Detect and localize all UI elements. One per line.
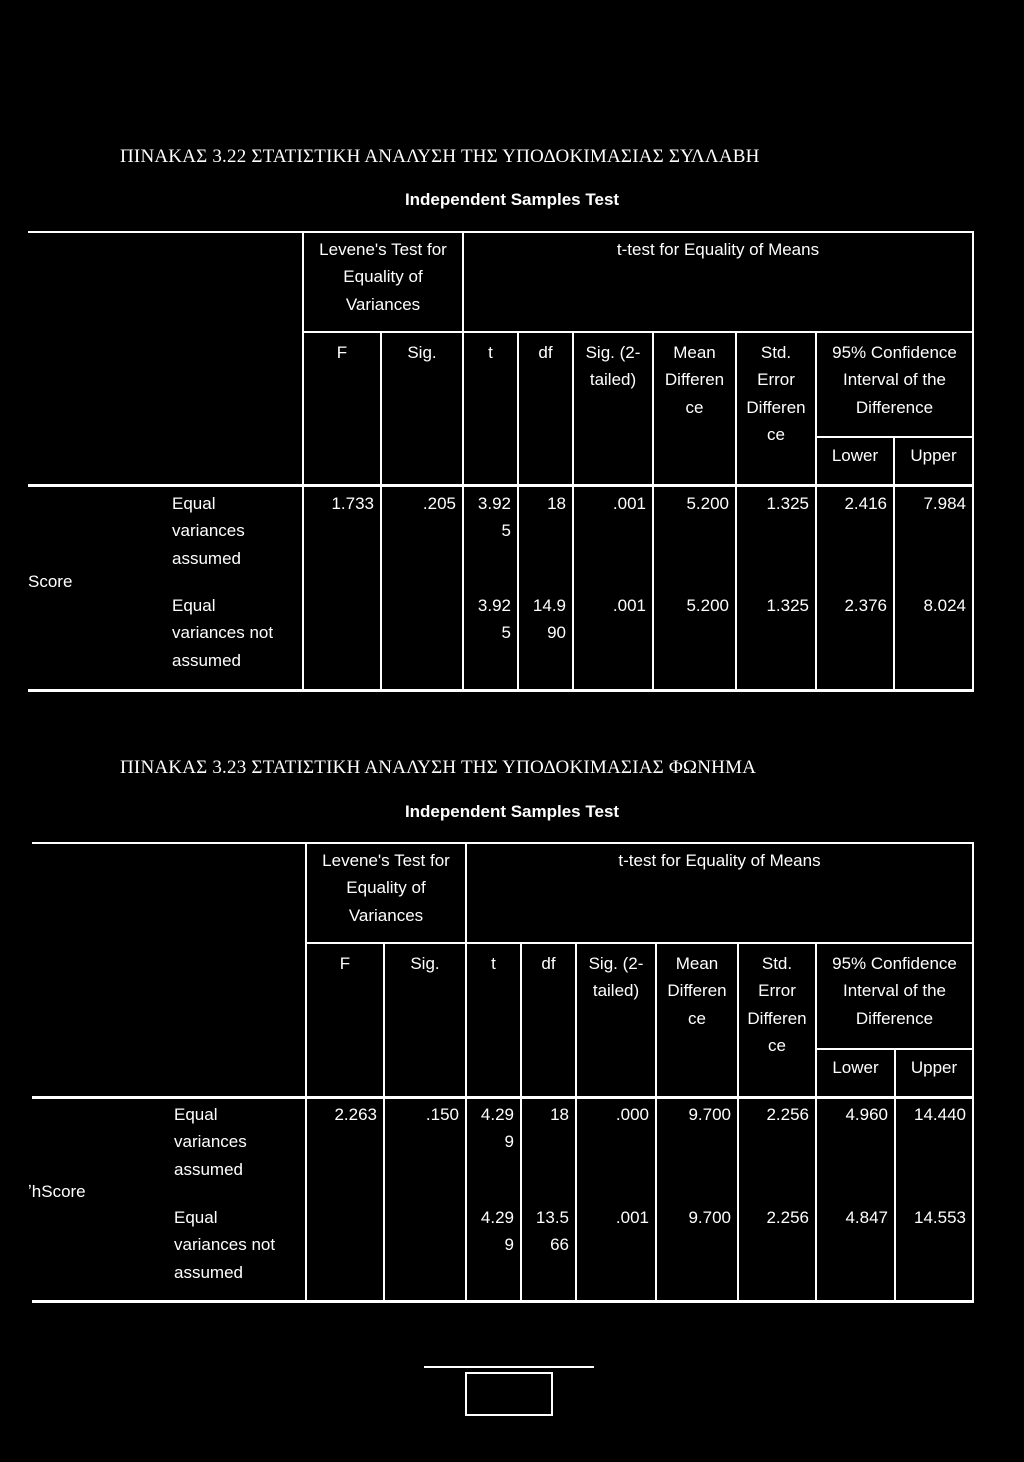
ttest-header: t-test for Equality of Means <box>618 851 821 870</box>
row-label: Equal variances not assumed <box>174 1208 276 1282</box>
table-subtitle: Independent Samples Test <box>404 190 620 209</box>
table-caption: ΠΙΝΑΚΑΣ 3.23 ΣΤΑΤΙΣΤΙΚΗ ΑΝΑΛΥΣΗ ΤΗΣ ΥΠΟΔΟΚΙΜΑΣΙΑΣ ΦΩΝΗΜΑ <box>120 757 757 778</box>
row-label: Equal variances assumed <box>172 494 245 568</box>
cell-sig2: .001 <box>612 596 646 615</box>
cell-df: 18 <box>550 1105 569 1124</box>
cell-mean-diff: 9.700 <box>688 1105 731 1124</box>
page-number-box <box>465 1372 553 1416</box>
cell-std-err: 2.256 <box>766 1105 809 1124</box>
cell-df: 14.9 90 <box>532 596 566 643</box>
col-header-lower: Lower <box>831 446 879 465</box>
table-subtitle: Independent Samples Test <box>404 802 620 821</box>
cell-lower: 4.960 <box>845 1105 888 1124</box>
cell-mean-diff: 5.200 <box>686 494 729 513</box>
col-header-ci: 95% Confidence Interval of the Difference <box>832 954 957 1028</box>
cell-upper: 8.024 <box>923 596 966 615</box>
col-header-mean-diff: Mean Differen ce <box>667 954 727 1028</box>
cell-std-err: 1.325 <box>766 596 809 615</box>
levene-header: Levene's Test for Equality of Variances <box>319 240 447 314</box>
col-header-upper: Upper <box>910 446 957 465</box>
row-label: Equal variances assumed <box>174 1105 247 1179</box>
cell-df: 18 <box>547 494 566 513</box>
cell-upper: 14.553 <box>914 1208 966 1227</box>
cell-std-err: 1.325 <box>766 494 809 513</box>
col-header-upper: Upper <box>910 1058 958 1077</box>
cell-sig2: .000 <box>615 1105 649 1124</box>
cell-mean-diff: 9.700 <box>688 1208 731 1227</box>
col-header-std-err: Std. Error Differen ce <box>747 954 807 1056</box>
cell-sig: .150 <box>425 1105 459 1124</box>
cell-t: 3.92 5 <box>477 494 511 541</box>
cell-df: 13.5 66 <box>535 1208 569 1255</box>
cell-t: 4.29 9 <box>480 1105 514 1152</box>
cell-t: 3.92 5 <box>477 596 511 643</box>
cell-mean-diff: 5.200 <box>686 596 729 615</box>
cell-upper: 14.440 <box>914 1105 966 1124</box>
col-header-lower: Lower <box>832 1058 879 1077</box>
cell-f: 1.733 <box>331 494 374 513</box>
col-header-ci: 95% Confidence Interval of the Difference <box>832 343 957 417</box>
cell-lower: 2.416 <box>844 494 887 513</box>
levene-header: Levene's Test for Equality of Variances <box>322 851 450 925</box>
row-label: Equal variances not assumed <box>172 596 274 670</box>
table-caption: ΠΙΝΑΚΑΣ 3.22 ΣΤΑΤΙΣΤΙΚΗ ΑΝΑΛΥΣΗ ΤΗΣ ΥΠΟΔΟΚΙΜΑΣΙΑΣ ΣΥΛΛΑΒΗ <box>120 146 760 167</box>
cell-f: 2.263 <box>334 1105 377 1124</box>
col-header-t: t <box>491 954 496 973</box>
cell-sig2: .001 <box>615 1208 649 1227</box>
col-header-sig: Sig. <box>407 343 437 362</box>
col-header-t: t <box>488 343 493 362</box>
page-footer-line <box>424 1366 594 1368</box>
ttest-header: t-test for Equality of Means <box>616 240 820 259</box>
cell-lower: 2.376 <box>844 596 887 615</box>
cell-upper: 7.984 <box>923 494 966 513</box>
col-header-mean-diff: Mean Differen ce <box>664 343 725 417</box>
col-header-f: F <box>339 954 351 973</box>
col-header-std-err: Std. Error Differen ce <box>746 343 806 445</box>
row-group-label: ʼhScore <box>28 1182 86 1201</box>
row-group-label: Score <box>28 572 73 591</box>
cell-sig: .205 <box>422 494 456 513</box>
cell-t: 4.29 9 <box>480 1208 514 1255</box>
col-header-df: df <box>538 343 553 362</box>
col-header-f: F <box>336 343 348 362</box>
col-header-df: df <box>541 954 556 973</box>
cell-lower: 4.847 <box>845 1208 888 1227</box>
cell-std-err: 2.256 <box>766 1208 809 1227</box>
cell-sig2: .001 <box>612 494 646 513</box>
col-header-sig2: Sig. (2- tailed) <box>588 954 644 1001</box>
col-header-sig2: Sig. (2- tailed) <box>585 343 641 390</box>
col-header-sig: Sig. <box>410 954 440 973</box>
